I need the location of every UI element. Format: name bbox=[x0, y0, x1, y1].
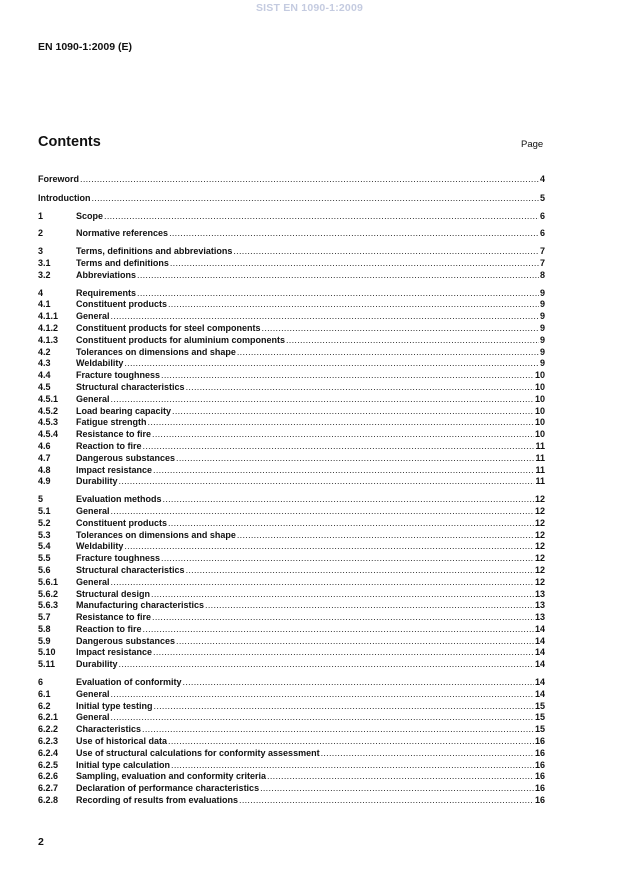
toc-entry-page: 12 bbox=[534, 517, 545, 528]
toc-entry[interactable] bbox=[38, 712, 545, 724]
toc-entry-title: Sampling, evaluation and conformity criteria bbox=[76, 771, 267, 782]
toc-entry-number: 4 bbox=[38, 287, 44, 298]
dot-leader bbox=[163, 494, 534, 506]
toc-entry-title: Structural characteristics bbox=[76, 564, 185, 575]
toc-entry-page: 9 bbox=[539, 311, 545, 322]
toc-entry[interactable] bbox=[38, 358, 545, 370]
toc-entry-number: 5.11 bbox=[38, 659, 56, 670]
toc-entry-title: Reaction to fire bbox=[76, 623, 142, 634]
table-of-contents bbox=[38, 168, 545, 807]
toc-entry[interactable] bbox=[38, 323, 545, 335]
toc-entry-number: 6 bbox=[38, 677, 44, 688]
toc-entry-page: 9 bbox=[539, 358, 545, 369]
toc-entry-page: 13 bbox=[534, 612, 545, 623]
toc-entry-number: 4.1.3 bbox=[38, 334, 59, 345]
toc-entry-number: 5.8 bbox=[38, 623, 51, 634]
toc-entry-number: 5.7 bbox=[38, 612, 51, 623]
toc-entry-page: 16 bbox=[534, 736, 545, 747]
toc-entry-page: 14 bbox=[534, 623, 545, 634]
dot-leader bbox=[111, 506, 534, 518]
toc-entry[interactable] bbox=[38, 347, 545, 359]
dot-leader bbox=[286, 335, 539, 347]
toc-entry[interactable] bbox=[38, 748, 545, 760]
toc-entry[interactable] bbox=[38, 518, 545, 530]
toc-entry[interactable] bbox=[38, 441, 545, 453]
toc-entry-title: Fracture toughness bbox=[76, 370, 161, 381]
dot-leader bbox=[137, 288, 539, 300]
toc-entry-number: 5.6 bbox=[38, 564, 51, 575]
toc-entry[interactable] bbox=[38, 600, 545, 612]
toc-entry[interactable] bbox=[38, 246, 545, 258]
toc-entry-title: Introduction bbox=[38, 192, 91, 203]
document-id: EN 1090-1:2009 (E) bbox=[38, 41, 132, 53]
watermark: SIST EN 1090-1:2009 bbox=[255, 2, 364, 14]
dot-leader bbox=[237, 347, 539, 359]
toc-entry-number: 6.2.5 bbox=[38, 759, 59, 770]
toc-entry-page: 16 bbox=[534, 759, 545, 770]
toc-entry-page: 14 bbox=[534, 635, 545, 646]
toc-entry-title: Terms and definitions bbox=[76, 257, 169, 268]
toc-entry-page: 10 bbox=[534, 370, 545, 381]
dot-leader bbox=[154, 701, 534, 713]
toc-entry-title: Weldability bbox=[76, 541, 124, 552]
toc-entry-title: Characteristics bbox=[76, 724, 142, 735]
toc-entry[interactable] bbox=[38, 659, 545, 671]
toc-entry-title: Resistance to fire bbox=[76, 612, 152, 623]
toc-entry-number: 4.5.2 bbox=[38, 405, 59, 416]
toc-entry-page: 10 bbox=[534, 393, 545, 404]
toc-entry[interactable] bbox=[38, 624, 545, 636]
toc-entry[interactable] bbox=[38, 211, 545, 223]
toc-entry[interactable] bbox=[38, 612, 545, 624]
toc-entry-page: 12 bbox=[534, 564, 545, 575]
dot-leader bbox=[80, 174, 539, 186]
dot-leader bbox=[148, 417, 534, 429]
toc-entry-number: 5.10 bbox=[38, 647, 56, 658]
toc-entry-title: General bbox=[76, 688, 110, 699]
toc-entry-title: Recording of results from evaluations bbox=[76, 795, 239, 806]
toc-entry-number: 5.1 bbox=[38, 505, 51, 516]
toc-entry[interactable] bbox=[38, 771, 545, 783]
footer-page-number: 2 bbox=[38, 836, 44, 848]
toc-entry[interactable] bbox=[38, 677, 545, 689]
dot-leader bbox=[111, 712, 534, 724]
toc-entry-number: 3 bbox=[38, 246, 44, 257]
toc-entry[interactable] bbox=[38, 453, 545, 465]
toc-entry-number: 4.5.4 bbox=[38, 429, 59, 440]
toc-entry[interactable] bbox=[38, 465, 545, 477]
toc-entry-title: Tolerances on dimensions and shape bbox=[76, 346, 236, 357]
dot-leader bbox=[153, 465, 534, 477]
toc-entry-page: 13 bbox=[534, 600, 545, 611]
toc-entry[interactable] bbox=[38, 417, 545, 429]
dot-leader bbox=[170, 258, 539, 270]
toc-entry-page: 5 bbox=[539, 192, 545, 203]
dot-leader bbox=[124, 358, 539, 370]
toc-entry-title: Use of structural calculations for conformity assessment bbox=[76, 747, 320, 758]
toc-entry-page: 16 bbox=[534, 795, 545, 806]
toc-entry[interactable] bbox=[38, 258, 545, 270]
toc-entry-title: Manufacturing characteristics bbox=[76, 600, 205, 611]
toc-group bbox=[38, 193, 545, 205]
toc-entry-title: Weldability bbox=[76, 358, 124, 369]
toc-entry[interactable] bbox=[38, 299, 545, 311]
toc-entry-number: 5.2 bbox=[38, 517, 51, 528]
toc-group bbox=[38, 228, 545, 240]
toc-entry-number: 4.2 bbox=[38, 346, 51, 357]
dot-leader bbox=[205, 600, 534, 612]
dot-leader bbox=[143, 441, 535, 453]
toc-entry-title: Dangerous substances bbox=[76, 635, 176, 646]
toc-entry-title: Use of historical data bbox=[76, 736, 168, 747]
toc-entry-number: 6.2.6 bbox=[38, 771, 59, 782]
toc-entry-page: 12 bbox=[534, 494, 545, 505]
toc-entry-number: 4.5.3 bbox=[38, 417, 59, 428]
toc-entry-page: 14 bbox=[534, 659, 545, 670]
toc-entry-number: 5.6.2 bbox=[38, 588, 59, 599]
dot-leader bbox=[171, 760, 534, 772]
toc-entry-page: 12 bbox=[534, 553, 545, 564]
toc-entry-page: 16 bbox=[534, 771, 545, 782]
dot-leader bbox=[151, 589, 534, 601]
toc-entry-number: 5.5 bbox=[38, 553, 51, 564]
toc-entry[interactable] bbox=[38, 506, 545, 518]
toc-entry-page: 10 bbox=[534, 429, 545, 440]
toc-entry-page: 6 bbox=[539, 210, 545, 221]
toc-entry[interactable] bbox=[38, 565, 545, 577]
toc-entry-number: 6.2.4 bbox=[38, 747, 59, 758]
toc-entry[interactable] bbox=[38, 370, 545, 382]
toc-entry[interactable] bbox=[38, 530, 545, 542]
toc-entry-number: 5.6.1 bbox=[38, 576, 59, 587]
toc-entry-page: 14 bbox=[534, 688, 545, 699]
toc-entry-number: 3.1 bbox=[38, 257, 51, 268]
toc-entry-number: 6.2.1 bbox=[38, 712, 59, 723]
dot-leader bbox=[161, 553, 534, 565]
toc-entry[interactable] bbox=[38, 636, 545, 648]
toc-entry-title: Scope bbox=[76, 210, 104, 221]
dot-leader bbox=[152, 429, 534, 441]
toc-entry-title: General bbox=[76, 576, 110, 587]
toc-entry-number: 5.4 bbox=[38, 541, 51, 552]
toc-entry[interactable] bbox=[38, 724, 545, 736]
page-column-label: Page bbox=[521, 139, 544, 150]
toc-entry-title: Declaration of performance characteristics bbox=[76, 783, 260, 794]
toc-entry[interactable] bbox=[38, 795, 545, 807]
toc-entry-number: 5.6.3 bbox=[38, 600, 59, 611]
toc-entry-number: 4.5.1 bbox=[38, 393, 59, 404]
dot-leader bbox=[152, 612, 534, 624]
toc-group bbox=[38, 211, 545, 223]
dot-leader bbox=[92, 193, 539, 205]
toc-entry-title: Initial type calculation bbox=[76, 759, 171, 770]
toc-entry-title: Dangerous substances bbox=[76, 452, 176, 463]
toc-entry-title: General bbox=[76, 712, 110, 723]
toc-entry-number: 4.6 bbox=[38, 440, 51, 451]
toc-group bbox=[38, 677, 545, 807]
toc-entry-title: General bbox=[76, 311, 110, 322]
dot-leader bbox=[237, 530, 534, 542]
dot-leader bbox=[153, 647, 534, 659]
toc-entry[interactable] bbox=[38, 228, 545, 240]
toc-entry-title: General bbox=[76, 505, 110, 516]
toc-entry-title: Constituent products for steel components bbox=[76, 322, 261, 333]
toc-entry[interactable] bbox=[38, 193, 545, 205]
toc-entry-title: Initial type testing bbox=[76, 700, 153, 711]
toc-entry-number: 4.8 bbox=[38, 464, 51, 475]
toc-entry-page: 11 bbox=[535, 464, 545, 475]
toc-entry-page: 12 bbox=[534, 541, 545, 552]
toc-entry-number: 4.1.1 bbox=[38, 311, 59, 322]
dot-leader bbox=[321, 748, 534, 760]
dot-leader bbox=[176, 453, 534, 465]
contents-heading: Contents bbox=[38, 134, 101, 150]
toc-entry-title: Requirements bbox=[76, 287, 137, 298]
toc-entry-page: 10 bbox=[534, 405, 545, 416]
toc-entry[interactable] bbox=[38, 541, 545, 553]
toc-entry-page: 12 bbox=[534, 529, 545, 540]
toc-entry-title: Evaluation of conformity bbox=[76, 677, 182, 688]
toc-entry-page: 4 bbox=[539, 174, 545, 184]
dot-leader bbox=[111, 689, 534, 701]
toc-entry[interactable] bbox=[38, 382, 545, 394]
dot-leader bbox=[111, 394, 534, 406]
toc-entry[interactable] bbox=[38, 701, 545, 713]
toc-entry-number: 4.7 bbox=[38, 452, 51, 463]
dot-leader bbox=[119, 659, 534, 671]
toc-entry[interactable] bbox=[38, 174, 545, 186]
toc-entry-number: 6.2.2 bbox=[38, 724, 59, 735]
toc-entry-number: 4.4 bbox=[38, 370, 51, 381]
dot-leader bbox=[119, 476, 535, 488]
toc-entry-page: 9 bbox=[539, 299, 545, 310]
toc-group bbox=[38, 174, 545, 186]
dot-leader bbox=[111, 577, 534, 589]
dot-leader bbox=[161, 370, 534, 382]
toc-entry-title: Durability bbox=[76, 659, 118, 670]
toc-group bbox=[38, 494, 545, 671]
toc-entry-number: 4.3 bbox=[38, 358, 51, 369]
toc-entry-page: 9 bbox=[539, 334, 545, 345]
dot-leader bbox=[168, 736, 534, 748]
dot-leader bbox=[176, 636, 534, 648]
toc-entry[interactable] bbox=[38, 429, 545, 441]
toc-entry[interactable] bbox=[38, 736, 545, 748]
toc-entry-title: Impact resistance bbox=[76, 464, 153, 475]
toc-entry[interactable] bbox=[38, 406, 545, 418]
toc-entry-title: Foreword bbox=[38, 174, 80, 184]
toc-group bbox=[38, 246, 545, 281]
toc-entry[interactable] bbox=[38, 553, 545, 565]
toc-entry[interactable] bbox=[38, 647, 545, 659]
dot-leader bbox=[233, 246, 539, 258]
toc-entry[interactable] bbox=[38, 394, 545, 406]
toc-entry-title: Resistance to fire bbox=[76, 429, 152, 440]
dot-leader bbox=[168, 518, 534, 530]
toc-entry-page: 9 bbox=[539, 346, 545, 357]
toc-entry-number: 6.2.3 bbox=[38, 736, 59, 747]
dot-leader bbox=[262, 323, 539, 335]
dot-leader bbox=[186, 565, 534, 577]
toc-entry-page: 10 bbox=[534, 417, 545, 428]
toc-entry[interactable] bbox=[38, 577, 545, 589]
toc-entry-title: Structural characteristics bbox=[76, 381, 185, 392]
dot-leader bbox=[260, 783, 534, 795]
toc-entry-title: Reaction to fire bbox=[76, 440, 142, 451]
toc-entry-title: Normative references bbox=[76, 228, 169, 239]
toc-entry-page: 14 bbox=[534, 677, 545, 688]
toc-entry-title: Durability bbox=[76, 476, 118, 487]
toc-entry-page: 6 bbox=[539, 228, 545, 239]
toc-entry-number: 6.2.7 bbox=[38, 783, 59, 794]
toc-entry-page: 15 bbox=[534, 712, 545, 723]
dot-leader bbox=[267, 771, 534, 783]
toc-entry-number: 5.9 bbox=[38, 635, 51, 646]
toc-entry[interactable] bbox=[38, 311, 545, 323]
toc-entry-title: Tolerances on dimensions and shape bbox=[76, 529, 236, 540]
toc-entry-number: 2 bbox=[38, 228, 44, 239]
toc-entry-page: 11 bbox=[535, 476, 545, 487]
dot-leader bbox=[124, 541, 534, 553]
toc-entry-title: Constituent products for aluminium components bbox=[76, 334, 285, 345]
toc-entry-title: Evaluation methods bbox=[76, 494, 162, 505]
toc-entry-number: 6.1 bbox=[38, 688, 51, 699]
toc-entry-number: 3.2 bbox=[38, 269, 51, 280]
dot-leader bbox=[183, 677, 534, 689]
dot-leader bbox=[104, 211, 539, 223]
dot-leader bbox=[142, 724, 534, 736]
toc-entry-page: 14 bbox=[534, 647, 545, 658]
toc-entry[interactable] bbox=[38, 335, 545, 347]
toc-entry-page: 11 bbox=[535, 440, 545, 451]
toc-entry-page: 13 bbox=[534, 588, 545, 599]
toc-entry-title: Constituent products bbox=[76, 299, 167, 310]
toc-entry-page: 15 bbox=[534, 724, 545, 735]
toc-entry-page: 7 bbox=[539, 246, 545, 257]
dot-leader bbox=[239, 795, 534, 807]
toc-entry-number: 6.2 bbox=[38, 700, 51, 711]
toc-entry-title: Impact resistance bbox=[76, 647, 153, 658]
dot-leader bbox=[172, 406, 534, 418]
toc-entry-page: 10 bbox=[534, 381, 545, 392]
toc-entry-title: Load bearing capacity bbox=[76, 405, 172, 416]
toc-entry-number: 5.3 bbox=[38, 529, 51, 540]
toc-entry-page: 15 bbox=[534, 700, 545, 711]
dot-leader bbox=[143, 624, 534, 636]
toc-entry-title: Terms, definitions and abbreviations bbox=[76, 246, 233, 257]
toc-entry-page: 9 bbox=[539, 287, 545, 298]
toc-entry[interactable] bbox=[38, 689, 545, 701]
toc-entry-number: 4.5 bbox=[38, 381, 51, 392]
toc-entry-title: Abbreviations bbox=[76, 269, 137, 280]
toc-entry-number: 4.9 bbox=[38, 476, 51, 487]
toc-entry-page: 12 bbox=[534, 505, 545, 516]
toc-entry[interactable] bbox=[38, 270, 545, 282]
toc-entry-number: 4.1 bbox=[38, 299, 51, 310]
dot-leader bbox=[111, 311, 539, 323]
toc-entry-number: 5 bbox=[38, 494, 44, 505]
toc-entry-number: 4.1.2 bbox=[38, 322, 59, 333]
dot-leader bbox=[169, 228, 539, 240]
toc-entry-page: 11 bbox=[535, 452, 545, 463]
toc-entry-title: General bbox=[76, 393, 110, 404]
toc-group bbox=[38, 288, 545, 489]
toc-entry[interactable] bbox=[38, 760, 545, 772]
toc-entry-page: 8 bbox=[539, 269, 545, 280]
toc-entry-number: 6.2.8 bbox=[38, 795, 59, 806]
dot-leader bbox=[186, 382, 534, 394]
toc-entry-page: 9 bbox=[539, 322, 545, 333]
toc-entry-title: Structural design bbox=[76, 588, 151, 599]
toc-entry[interactable] bbox=[38, 288, 545, 300]
toc-entry-title: Fatigue strength bbox=[76, 417, 147, 428]
toc-entry[interactable] bbox=[38, 494, 545, 506]
dot-leader bbox=[137, 270, 539, 282]
toc-entry-page: 16 bbox=[534, 783, 545, 794]
toc-entry[interactable] bbox=[38, 783, 545, 795]
toc-entry-title: Fracture toughness bbox=[76, 553, 161, 564]
toc-entry-page: 7 bbox=[539, 257, 545, 268]
toc-entry-title: Constituent products bbox=[76, 517, 167, 528]
toc-entry[interactable] bbox=[38, 589, 545, 601]
dot-leader bbox=[168, 299, 539, 311]
toc-entry-page: 12 bbox=[534, 576, 545, 587]
toc-entry-page: 16 bbox=[534, 747, 545, 758]
toc-entry[interactable] bbox=[38, 476, 545, 488]
toc-entry-number: 1 bbox=[38, 210, 44, 221]
